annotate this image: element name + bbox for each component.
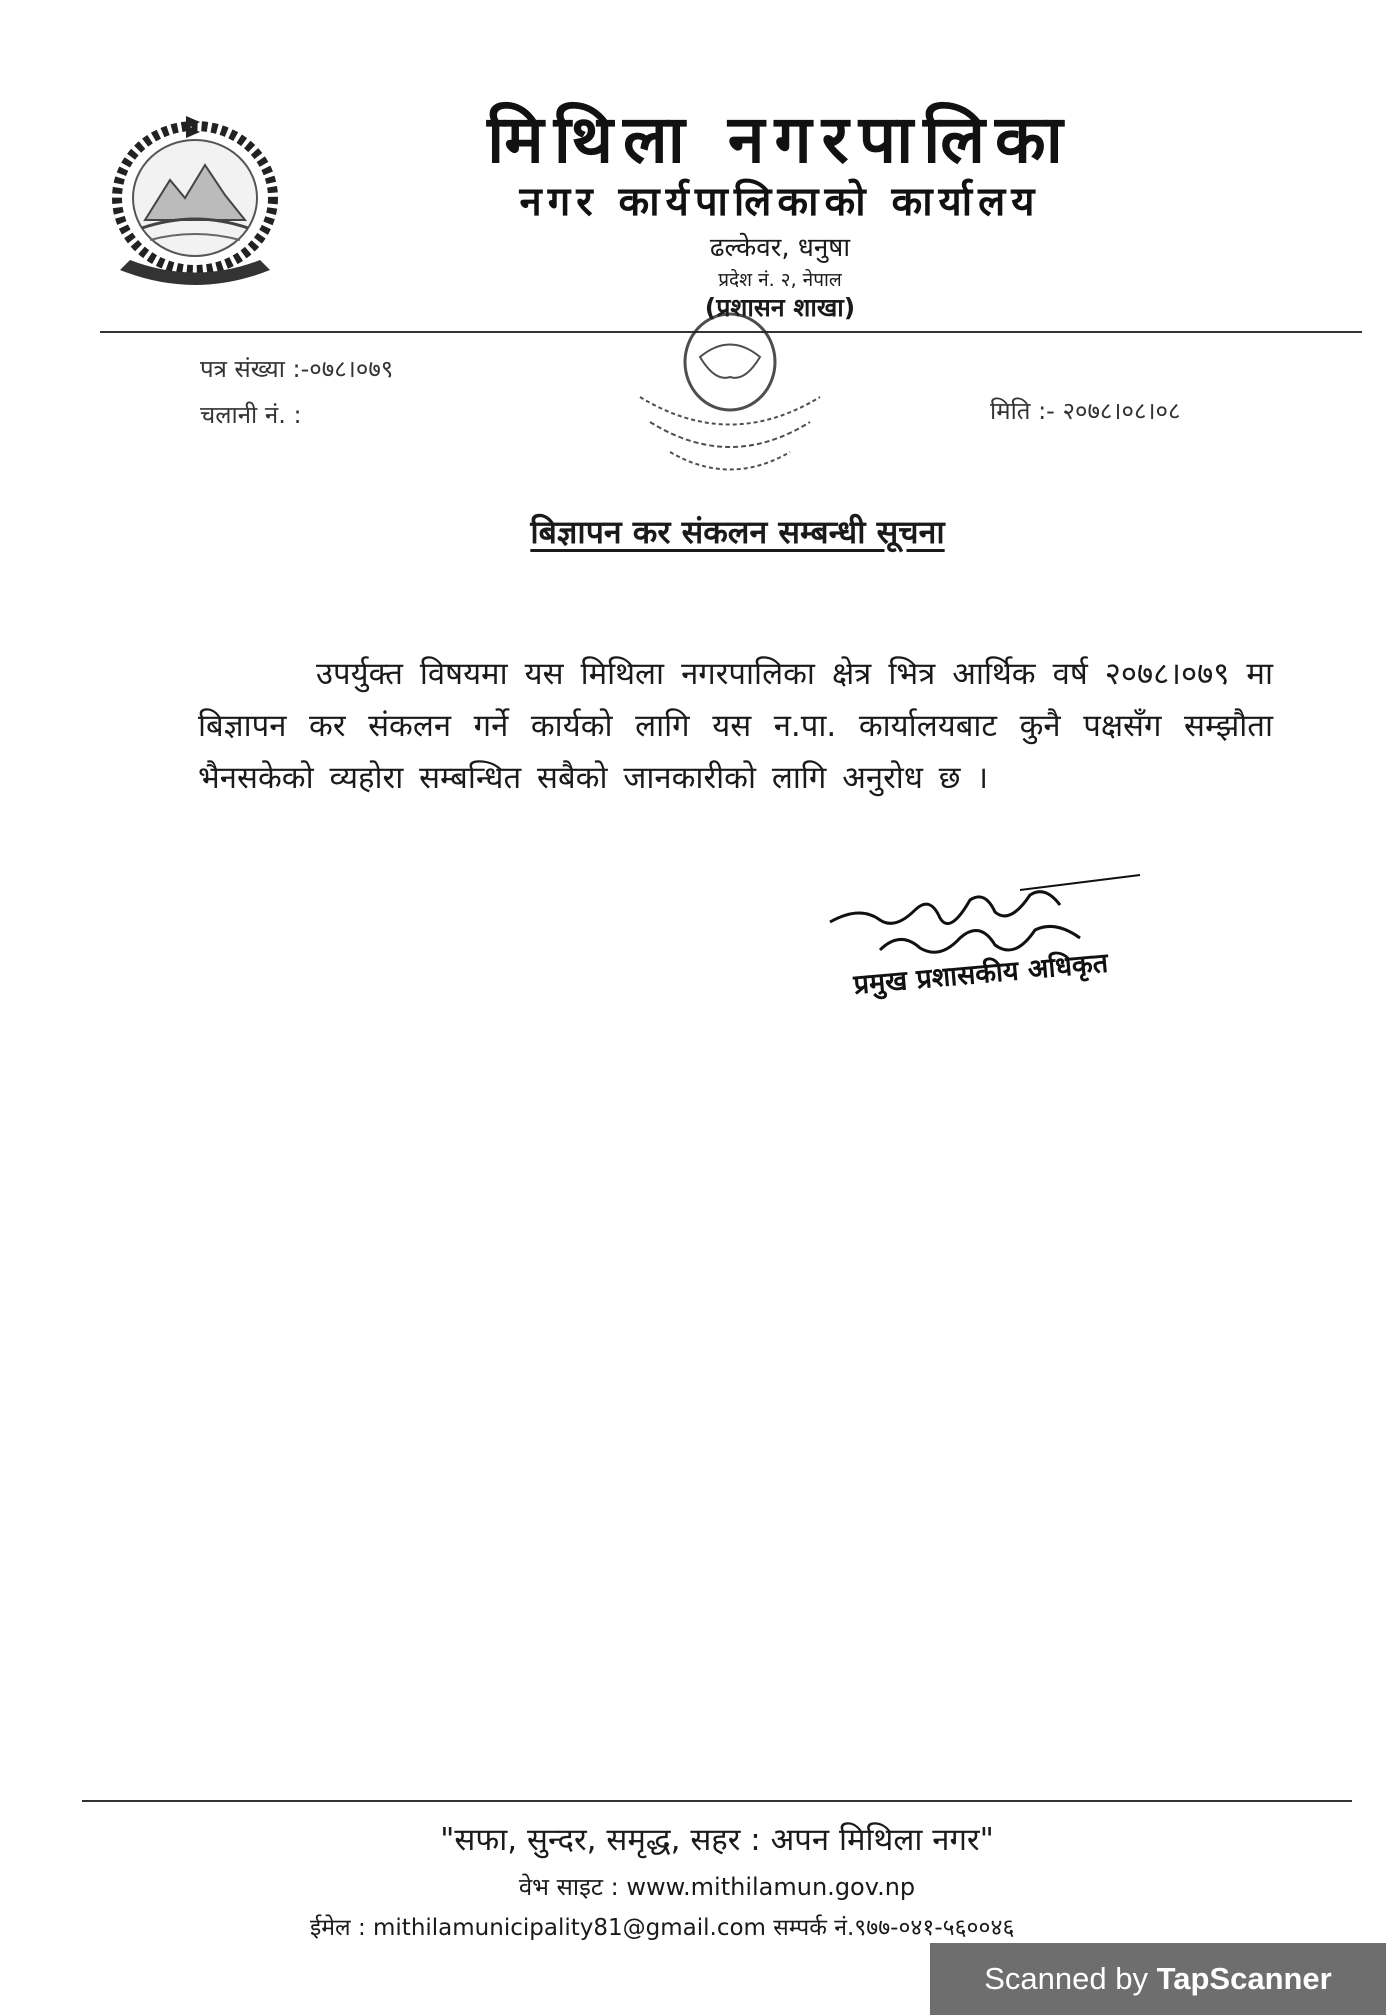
reference-number bbox=[200, 352, 393, 385]
notice-body: उपर्युक्त विषयमा यस मिथिला नगरपालिका क्षेत्र भित्र आर्थिक वर्ष २०७८।०७९ मा बिज्ञापन कर संकलन गर्ने कार्यको लागि यस न.पा. कार्यालयबाट कुनै पक्षसँग सम्झौता भैनसकेको व्यहोरा सम्बन्धित सबैको जानकारीको लागि अनुरोध छ । bbox=[198, 656, 1273, 796]
footer-website bbox=[82, 1870, 1352, 1903]
nepal-emblem-icon bbox=[100, 110, 290, 290]
reference-value: ०७८।०७९ bbox=[309, 355, 394, 383]
municipality-title: मिथिला नगरपालिका bbox=[487, 101, 1073, 178]
office-province: प्रदेश नं. २, नेपाल bbox=[718, 269, 842, 291]
notice-subject: बिज्ञापन कर संकलन सम्बन्धी सूचना bbox=[530, 513, 945, 551]
scanner-prefix: Scanned by bbox=[984, 1961, 1148, 1996]
scanner-watermark bbox=[930, 1943, 1386, 2015]
footer-divider bbox=[82, 1800, 1352, 1802]
website-label: वेभ साइट : bbox=[518, 1873, 619, 1901]
office-subtitle: नगर कार्यपालिकाको कार्यालय bbox=[519, 179, 1041, 225]
office-branch: (प्रशासन शाखा) bbox=[704, 293, 856, 322]
signatory-title: प्रमुख प्रशासकीय अधिकृत bbox=[852, 947, 1110, 1001]
date-label: मिति :- bbox=[990, 397, 1055, 425]
office-address: ढल्केवर, धनुषा bbox=[709, 233, 851, 263]
footer-motto: "सफा, सुन्दर, समृद्ध, सहर : अपन मिथिला नगर" bbox=[440, 1822, 994, 1858]
email-label: ईमेल : bbox=[310, 1915, 366, 1941]
dispatch-number bbox=[200, 398, 302, 431]
date-value: २०७८।०८।०८ bbox=[1062, 397, 1181, 425]
office-stamp-icon bbox=[620, 302, 840, 502]
scanner-brand: TapScanner bbox=[1156, 1961, 1332, 1996]
phone-label: सम्पर्क नं. bbox=[773, 1915, 855, 1941]
dispatch-label: चलानी नं. : bbox=[200, 401, 302, 429]
reference-label: पत्र संख्या :- bbox=[200, 355, 310, 383]
footer-contact bbox=[310, 1910, 1014, 1942]
website-url[interactable]: www.mithilamun.gov.np bbox=[626, 1873, 916, 1901]
phone-number: ९७७-०४१-५६००४६ bbox=[854, 1915, 1015, 1941]
email-address[interactable]: mithilamunicipality81@gmail.com bbox=[373, 1915, 766, 1941]
letter-date bbox=[990, 394, 1181, 427]
